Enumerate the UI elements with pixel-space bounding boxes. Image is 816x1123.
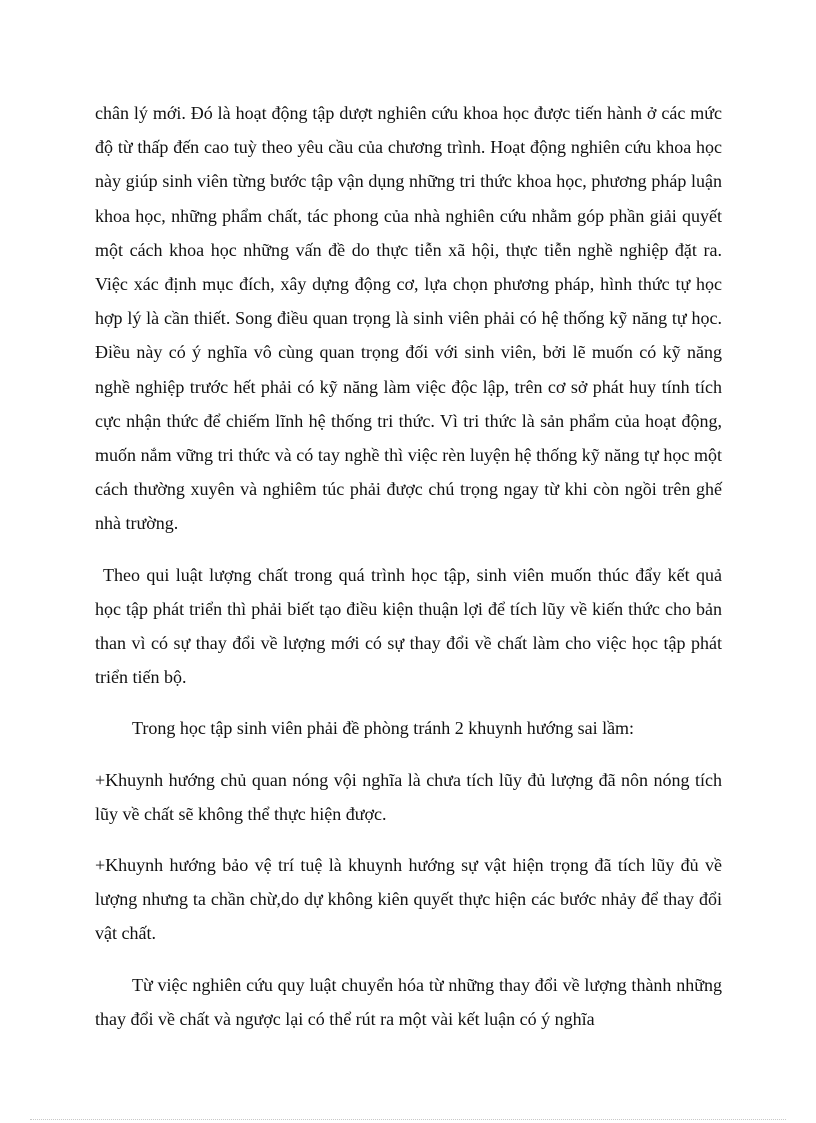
paragraph-3: Trong học tập sinh viên phải đề phòng tránh 2 khuynh hướng sai lầm:	[132, 718, 635, 739]
paragraph-4: +Khuynh hướng chủ quan nóng vội nghĩa là chưa tích lũy đủ lượng đã nôn nóng tích lũy về chất sẽ không thể thực hiện được.	[95, 769, 722, 824]
document-page	[95, 96, 722, 1036]
paragraph-6: Từ việc nghiên cứu quy luật chuyển hóa từ những thay đổi về lượng thành những thay đổi về chất và ngược lại có thể rút ra một vài kết luận có ý nghĩa	[95, 974, 722, 1029]
paragraph-1: chân lý mới. Đó là hoạt động tập dượt nghiên cứu khoa học được tiến hành ở các mức độ từ thấp đến cao tuỳ theo yêu cầu của chương trình. Hoạt động nghiên cứu khoa học này giúp sinh viên từng bước tập vận dụng những tri thức khoa học, phương pháp luận khoa học, những phẩm chất, tác phong của nhà nghiên cứu nhằm góp phần giải quyết một cách khoa học những vấn đề do thực tiễn xã hội, thực tiễn nghề nghiệp đặt ra. Việc xác định mục đích, xây dựng động cơ, lựa chọn phương pháp, hình thức tự học hợp lý là cần thiết. Song điều quan trọng là sinh viên phải có hệ thống kỹ năng tự học. Điều này có ý nghĩa vô cùng quan trọng đối với sinh viên, bởi lẽ muốn có kỹ năng nghề nghiệp trước hết phải có kỹ năng làm việc độc lập, trên cơ sở phát huy tính tích cực nhận thức để chiếm lĩnh hệ thống tri thức. Vì tri thức là sản phẩm của hoạt động, muốn nắm vững tri thức và có tay nghề thì việc rèn luyện hệ thống kỹ năng tự học một cách thường xuyên và nghiêm túc phải được chú trọng ngay từ khi còn ngồi trên ghế nhà trường.	[95, 103, 722, 534]
paragraph-2: Theo qui luật lượng chất trong quá trình học tập, sinh viên muốn thúc đẩy kết quả học tập phát triển thì phải biết tạo điều kiện thuận lợi để tích lũy về kiến thức cho bản than vì có sự thay đổi về lượng mới có sự thay đổi về chất làm cho việc học tập phát triển tiến bộ.	[95, 564, 722, 688]
page-bottom-divider	[30, 1119, 786, 1120]
paragraph-5: +Khuynh hướng bảo vệ trí tuệ là khuynh hướng sự vật hiện trọng đã tích lũy đủ về lượng nhưng ta chần chừ,do dự không kiên quyết thực hiện các bước nhảy để thay đổi vật chất.	[95, 855, 722, 944]
